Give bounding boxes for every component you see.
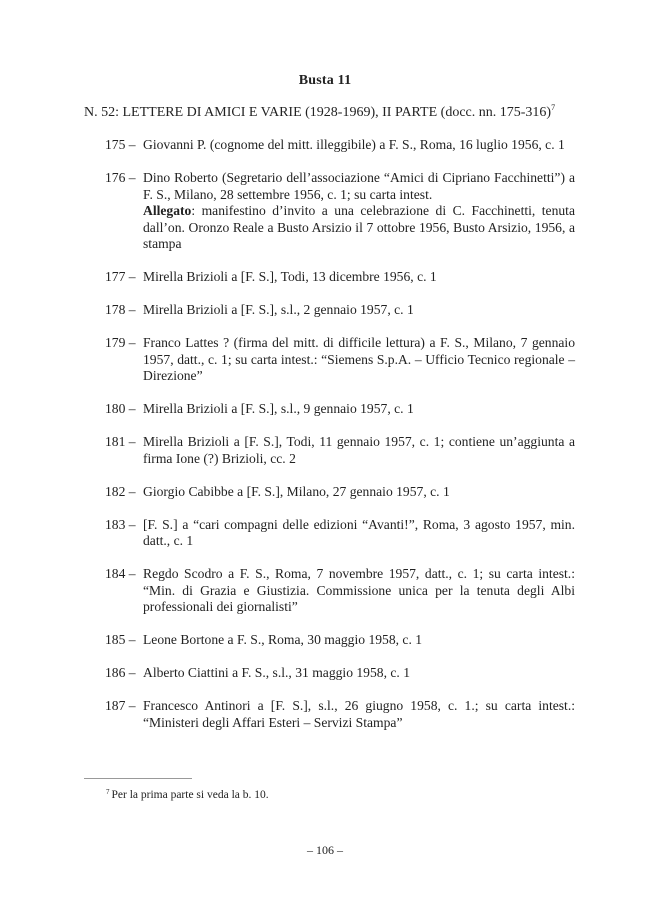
page-number: – 106 – bbox=[307, 843, 343, 857]
page-heading: Busta 11 bbox=[298, 73, 352, 88]
footnote-mark: 7 bbox=[106, 788, 110, 796]
footnote bbox=[106, 789, 269, 801]
entry-number: 187 – bbox=[105, 698, 136, 713]
footnote-text: Per la prima parte si veda la b. 10. bbox=[111, 789, 269, 801]
entry-text: Mirella Brizioli a [F. S.], s.l., 9 gennaio 1957, c. 1 bbox=[143, 401, 414, 416]
list-item bbox=[105, 632, 575, 649]
list-item bbox=[105, 517, 575, 550]
entry-text: Mirella Brizioli a [F. S.], Todi, 11 gennaio 1957, c. 1; contiene un’aggiunta a firma Ione (?) Brizioli, cc. 2 bbox=[143, 434, 575, 466]
entry-number: 183 – bbox=[105, 516, 136, 532]
entry-text: Francesco Antinori a [F. S.], s.l., 26 giugno 1958, c. 1.; su carta intest.: “Ministeri degli Affari Esteri – Servizi Stampa” bbox=[143, 698, 575, 730]
entry-text: Franco Lattes ? (firma del mitt. di difficile lettura) a F. S., Milano, 7 gennaio 1957, datt., c. 1; su carta intest.: “Siemens S.p.A. – Ufficio Tecnico regionale – Direzione” bbox=[143, 335, 575, 383]
entry-body bbox=[143, 170, 575, 253]
entry-number: 180 – bbox=[105, 401, 136, 416]
entry-text: Mirella Brizioli a [F. S.], Todi, 13 dicembre 1956, c. 1 bbox=[143, 269, 437, 284]
entry-number: 186 – bbox=[105, 665, 136, 680]
list-item bbox=[105, 566, 575, 616]
entry-number: 184 – bbox=[105, 566, 136, 581]
section-title bbox=[84, 105, 555, 121]
entry-number: 178 – bbox=[105, 302, 136, 317]
entry-number: 179 – bbox=[105, 335, 136, 350]
entry-text: Dino Roberto (Segretario dell’associazione “Amici di Cipriano Facchinetti”) a F. S., Milano, 28 settembre 1956, c. 1; su carta intest. bbox=[143, 170, 575, 202]
list-item bbox=[105, 484, 575, 501]
entry-text: Giorgio Cabibbe a [F. S.], Milano, 27 gennaio 1957, c. 1 bbox=[143, 483, 450, 499]
entry-number: 182 – bbox=[105, 483, 136, 499]
list-item bbox=[105, 401, 575, 418]
list-item bbox=[105, 137, 575, 154]
list-item bbox=[105, 269, 575, 286]
entry-text: Mirella Brizioli a [F. S.], s.l., 2 gennaio 1957, c. 1 bbox=[143, 302, 414, 317]
list-item bbox=[105, 335, 575, 385]
entry-list bbox=[105, 137, 575, 748]
entry-text: Regdo Scodro a F. S., Roma, 7 novembre 1957, datt., c. 1; su carta intest.: “Min. di Grazia e Giustizia. Commissione unica per la tenuta degli Albi professionali dei giornalisti” bbox=[143, 566, 575, 614]
footnote-divider bbox=[84, 778, 192, 779]
list-item bbox=[105, 170, 575, 253]
entry-text: [F. S.] a “cari compagni delle edizioni “Avanti!”, Roma, 3 agosto 1957, min. datt., c. 1 bbox=[143, 516, 575, 548]
list-item bbox=[105, 665, 575, 682]
footnote-reference: 7 bbox=[551, 103, 556, 112]
entry-text: Alberto Ciattini a F. S., s.l., 31 maggio 1958, c. 1 bbox=[143, 665, 410, 680]
entry-number: 175 – bbox=[105, 137, 136, 152]
entry-number: 176 – bbox=[105, 170, 136, 185]
attachment-label: Allegato bbox=[143, 203, 192, 218]
list-item bbox=[105, 302, 575, 319]
entry-number: 181 – bbox=[105, 434, 136, 449]
list-item bbox=[105, 434, 575, 467]
attachment-text: : manifestino d’invito a una celebrazione di C. Facchinetti, tenuta dall’on. Oronzo Reale a Busto Arsizio il 7 ottobre 1956, Busto Arsizio, 1956, a stampa bbox=[143, 203, 575, 251]
list-item bbox=[105, 698, 575, 731]
entry-number: 177 – bbox=[105, 269, 136, 284]
section-title-text: N. 52: LETTERE DI AMICI E VARIE (1928-1969), II PARTE (docc. nn. 175-316) bbox=[84, 105, 552, 120]
entry-number: 185 – bbox=[105, 632, 136, 647]
entry-text: Leone Bortone a F. S., Roma, 30 maggio 1958, c. 1 bbox=[143, 632, 423, 647]
entry-text: Giovanni P. (cognome del mitt. illeggibile) a F. S., Roma, 16 luglio 1956, c. 1 bbox=[143, 137, 565, 152]
